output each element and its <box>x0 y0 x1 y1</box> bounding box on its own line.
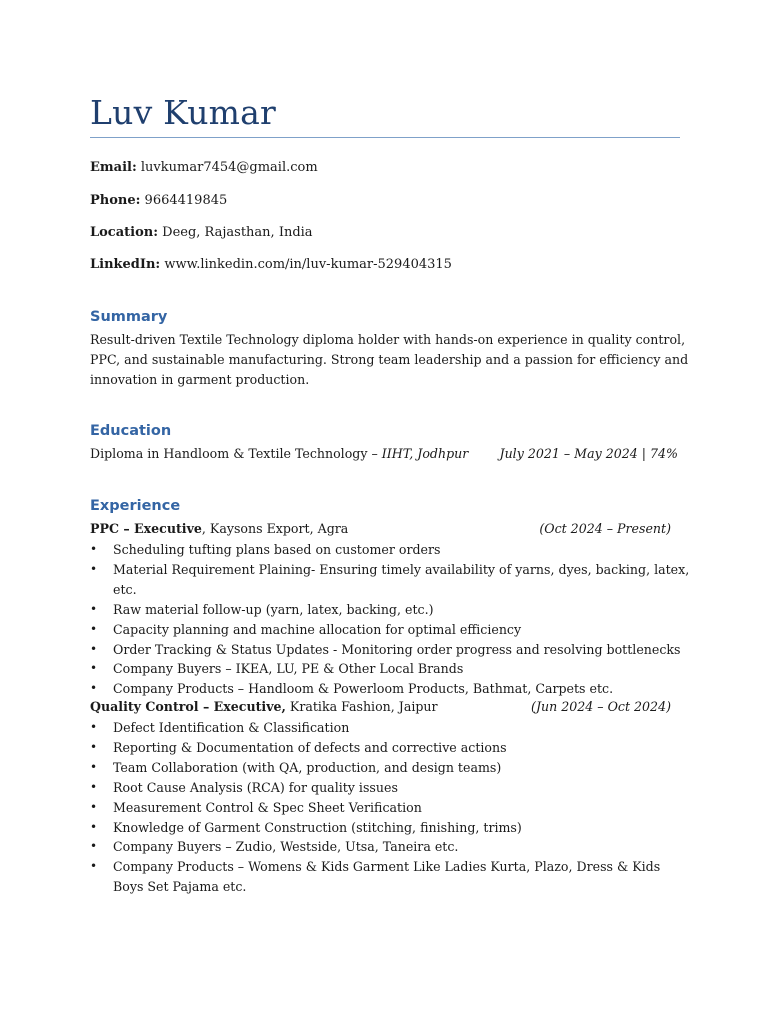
list-item <box>90 778 680 798</box>
list-item <box>90 679 690 699</box>
list-item <box>90 620 690 640</box>
bullet-icon: • <box>90 681 98 696</box>
bullet-icon: • <box>90 759 98 774</box>
resume-name: Luv Kumar <box>90 93 277 132</box>
phone-value: 9664419845 <box>140 193 228 208</box>
job-1-role: PPC – Executive <box>90 521 202 536</box>
location-label: Location: <box>90 225 159 240</box>
list-item <box>90 738 680 758</box>
bullet-icon: • <box>90 720 98 734</box>
list-item <box>90 560 690 600</box>
list-item-text: Measurement Control & Spec Sheet Verification <box>113 799 422 815</box>
list-item-text: Material Requirement Plaining- Ensuring timely availability of yarns, dyes, backing, latex, etc. <box>113 561 690 597</box>
title-divider <box>90 137 680 138</box>
list-item-text: Knowledge of Garment Construction (stitching, finishing, trims) <box>113 819 522 835</box>
education-degree-line <box>90 446 468 462</box>
list-item <box>90 798 680 818</box>
bullet-icon: • <box>90 542 98 556</box>
job-2-company: Kratika Fashion, Jaipur <box>285 699 438 714</box>
job-2-role: Quality Control – Executive, <box>90 699 286 714</box>
job-2-header <box>90 699 438 715</box>
list-item-text: Company Products – Handloom & Powerloom Products, Bathmat, Carpets etc. <box>113 681 614 697</box>
list-item-text: Root Cause Analysis (RCA) for quality issues <box>113 779 398 795</box>
job-2-bullets <box>90 718 680 897</box>
summary-heading: Summary <box>90 309 168 325</box>
job-2-dates: (Jun 2024 – Oct 2024) <box>531 699 671 714</box>
bullet-icon: • <box>90 601 98 616</box>
list-item <box>90 659 690 679</box>
linkedin-label: LinkedIn: <box>90 257 161 272</box>
job-1-bullets <box>90 540 690 699</box>
phone-label: Phone: <box>90 193 141 208</box>
list-item-text: Defect Identification & Classification <box>113 720 350 735</box>
bullet-icon: • <box>90 739 98 754</box>
bullet-icon: • <box>90 839 98 854</box>
education-dates: July 2021 – May 2024 | 74% <box>499 446 678 461</box>
list-item-text: Order Tracking & Status Updates - Monitoring order progress and resolving bottlenecks <box>113 641 681 657</box>
bullet-icon: • <box>90 621 98 636</box>
experience-heading: Experience <box>90 498 181 514</box>
education-heading: Education <box>90 423 172 439</box>
bullet-icon: • <box>90 661 98 676</box>
summary-text: Result-driven Textile Technology diploma holder with hands-on experience in quality control, PPC, and sustainable manufacturing. Strong team leadership and a passion for efficiency and innovation in garment production. <box>90 332 689 387</box>
email-label: Email: <box>90 160 137 175</box>
list-item <box>90 837 680 857</box>
bullet-icon: • <box>90 641 98 656</box>
linkedin-line <box>90 257 452 273</box>
email-value[interactable]: luvkumar7454@gmail.com <box>136 160 318 175</box>
list-item-text: Capacity planning and machine allocation for optimal efficiency <box>113 621 522 637</box>
list-item-text: Company Products – Womens & Kids Garment Like Ladies Kurta, Plazo, Dress & Kids Boys Set Pajama etc. <box>113 859 661 895</box>
list-item <box>90 540 690 560</box>
list-item-text: Team Collaboration (with QA, production, and design teams) <box>113 759 502 775</box>
phone-line <box>90 193 227 209</box>
bullet-icon: • <box>90 561 98 576</box>
bullet-icon: • <box>90 819 98 834</box>
list-item-text: Raw material follow-up (yarn, latex, backing, etc.) <box>113 601 434 617</box>
education-institute: IIHT, Jodhpur <box>381 446 469 461</box>
list-item-text: Scheduling tufting plans based on customer orders <box>113 542 441 557</box>
list-item-text: Company Buyers – Zudio, Westside, Utsa, Taneira etc. <box>113 839 459 855</box>
list-item-text: Reporting & Documentation of defects and corrective actions <box>113 739 507 755</box>
list-item <box>90 818 680 838</box>
bullet-icon: • <box>90 859 98 874</box>
bullet-icon: • <box>90 779 98 794</box>
linkedin-value[interactable]: www.linkedin.com/in/luv-kumar-529404315 <box>160 257 452 272</box>
list-item-text: Company Buyers – IKEA, LU, PE & Other Local Brands <box>113 661 464 677</box>
email-line <box>90 160 318 176</box>
list-item <box>90 718 680 738</box>
job-1-dates: (Oct 2024 – Present) <box>539 521 671 536</box>
list-item <box>90 857 680 897</box>
list-item <box>90 600 690 620</box>
job-1-company: , Kaysons Export, Agra <box>201 521 349 536</box>
location-value: Deeg, Rajasthan, India <box>158 225 313 240</box>
education-degree: Diploma in Handloom & Textile Technology – <box>90 446 382 461</box>
list-item <box>90 758 680 778</box>
bullet-icon: • <box>90 799 98 814</box>
list-item <box>90 640 690 660</box>
location-line <box>90 225 313 241</box>
job-1-header <box>90 521 348 537</box>
